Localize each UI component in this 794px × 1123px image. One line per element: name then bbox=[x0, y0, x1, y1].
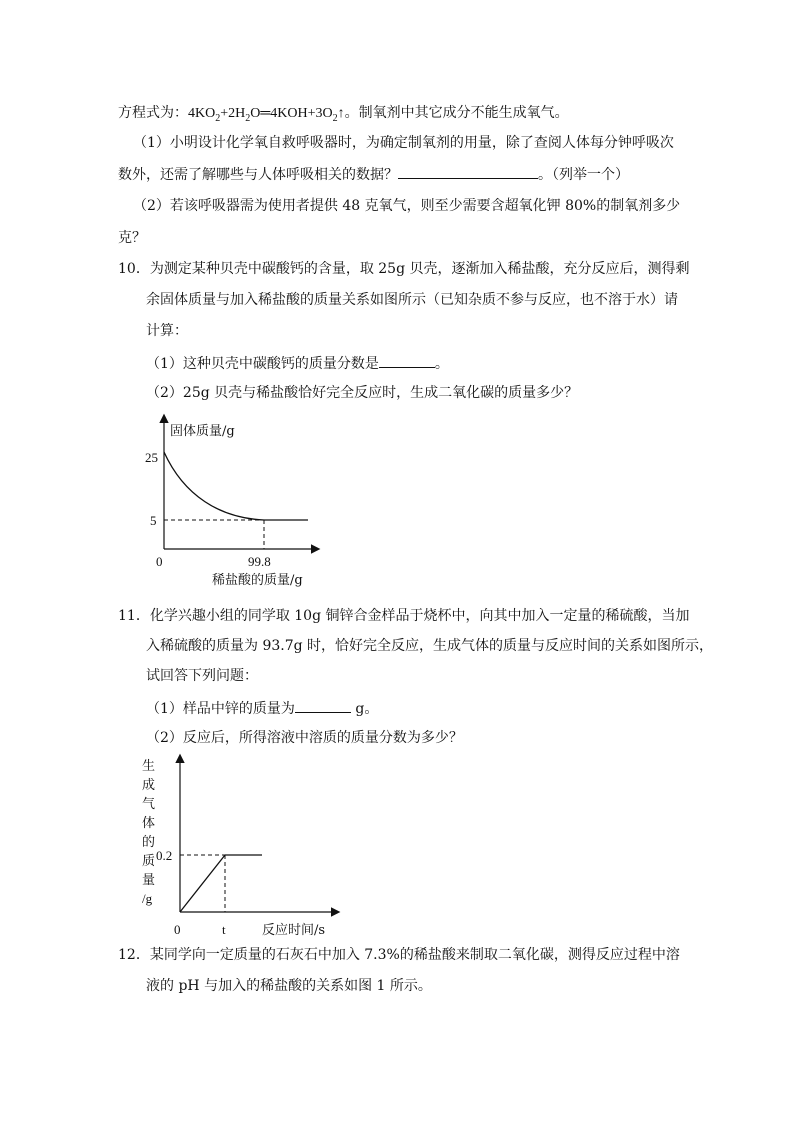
q11-line3: 试回答下列问题： bbox=[146, 668, 258, 684]
chart2-ylabel-char-3: 气 bbox=[142, 797, 156, 812]
chart2-ylabel-char-7: 量 bbox=[142, 873, 156, 888]
q12-line2: 液的 pH 与加入的稀盐酸的关系如图 1 所示。 bbox=[146, 978, 432, 994]
chart2-ylabel-char-5: 的 bbox=[142, 835, 156, 850]
chart1-xtick: 99.8 bbox=[248, 554, 271, 569]
q10-line2: 余固体质量与加入稀盐酸的质量关系如图所示（已知杂质不参与反应，也不溶于水）请 bbox=[146, 292, 678, 308]
chart2-ylabel-char-2: 成 bbox=[142, 778, 156, 793]
chart-gas-mass bbox=[138, 752, 348, 942]
chart2-ylabel-char-6: 质 bbox=[142, 854, 156, 869]
chart2-xtick: t bbox=[222, 922, 226, 937]
q11-part1: （1）样品中锌的质量为 g。 bbox=[146, 697, 378, 719]
chart1-ylabel: 固体质量/g bbox=[170, 424, 235, 439]
chart2-ylabel-char-4: 体 bbox=[142, 816, 156, 831]
q11-line2: 入稀硫酸的质量为 93.7g 时，恰好完全反应，生成气体的质量与反应时间的关系如图所示， bbox=[146, 638, 714, 654]
q11-line1: 11．化学兴趣小组的同学取 10g 铜锌合金样品于烧杯中，向其中加入一定量的稀硫酸，当加 bbox=[118, 608, 690, 624]
chart2-ylabel-char-1: 生 bbox=[142, 759, 156, 774]
q9-equation-suffix: 。制氧剂中其它成分不能生成氧气。 bbox=[344, 105, 569, 121]
q9-equation-prefix: 方程式为： bbox=[118, 105, 188, 121]
q9-part1-line2: 数外，还需了解哪些与人体呼吸相关的数据？ 。（列举一个） bbox=[118, 163, 629, 185]
chart1-curve bbox=[164, 452, 264, 520]
q10-part2: （2）25g 贝壳与稀盐酸恰好完全反应时，生成二氧化碳的质量多少？ bbox=[146, 385, 579, 401]
chart1-ytick-5: 5 bbox=[150, 513, 157, 528]
q11-number: 11． bbox=[118, 608, 150, 624]
q11-part2: （2）反应后，所得溶液中溶质的质量分数为多少？ bbox=[146, 730, 463, 746]
chart2-ytick: 0.2 bbox=[156, 848, 173, 863]
chart1-xlabel: 稀盐酸的质量/g bbox=[212, 573, 303, 588]
q10-line1: 10．为测定某种贝壳中碳酸钙的含量，取 25g 贝壳，逐渐加入稀盐酸，充分反应后，测得剩 bbox=[118, 261, 690, 277]
chart2-xlabel: 反应时间/s bbox=[262, 923, 326, 938]
chart2-rise bbox=[180, 855, 225, 912]
chart2-ylabel-char-8: /g bbox=[142, 891, 153, 906]
chart1-origin: 0 bbox=[156, 554, 163, 569]
chart-solid-mass bbox=[140, 410, 330, 590]
q12-line1: 12．某同学向一定质量的石灰石中加入 7.3%的稀盐酸来制取二氧化碳，测得反应过程中溶 bbox=[118, 947, 680, 963]
q10-answer-blank[interactable] bbox=[379, 352, 435, 368]
q10-number: 10． bbox=[118, 261, 150, 277]
q9-part1-line1: （1）小明设计化学氧自救呼吸器时，为确定制氧剂的用量，除了查阅人体每分钟呼吸次 bbox=[133, 135, 674, 151]
q9-equation: $4KO_2+2H_2O═4KOH+3O_2↑$ bbox=[188, 106, 345, 124]
q11-answer-blank[interactable] bbox=[295, 697, 351, 713]
q12-number: 12． bbox=[118, 947, 150, 963]
q10-part1: （1）这种贝壳中碳酸钙的质量分数是 。 bbox=[146, 352, 449, 374]
q9-part2-line1: （2）若该呼吸器需为使用者提供 48 克氧气，则至少需要含超氧化钾 80%的制氧剂多少 bbox=[133, 198, 681, 214]
q9-part2-line2: 克？ bbox=[118, 230, 146, 246]
q9-equation-line bbox=[118, 103, 569, 129]
q9-answer-blank[interactable] bbox=[398, 163, 538, 179]
chart1-ytick-25: 25 bbox=[145, 450, 158, 465]
chart2-origin: 0 bbox=[174, 922, 181, 937]
q10-line3: 计算： bbox=[146, 323, 188, 339]
